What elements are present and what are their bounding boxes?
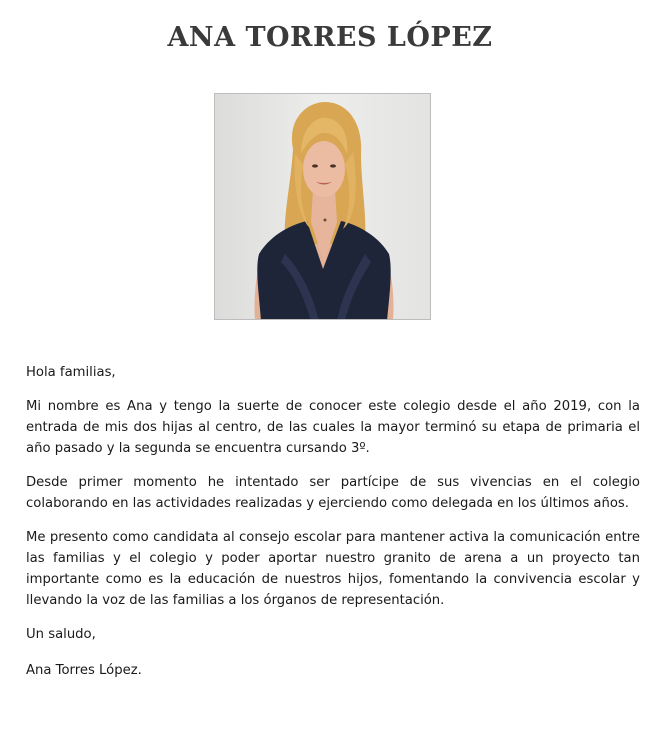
letter-body xyxy=(26,362,640,681)
closing-text: Un saludo, xyxy=(26,627,96,642)
paragraph-candidacy: Me presento como candidata al consejo escolar para mantener activa la comunicación entre las familias y el colegio y poder aportar nuestro granito de arena a un proyecto tan importante como es la educación de nuestros hijos, fomentando la convivencia escolar y llevando la voz de las familias a los órganos de representación. xyxy=(26,530,640,608)
page-title: ANA TORRES LÓPEZ xyxy=(167,22,493,53)
signature-text: Ana Torres López. xyxy=(26,663,142,678)
paragraph-intro: Mi nombre es Ana y tengo la suerte de conocer este colegio desde el año 2019, con la entrada de mis dos hijas al centro, de las cuales la mayor terminó su etapa de primaria el año pasado y la segunda se encuentra cursando 3º. xyxy=(26,399,640,456)
portrait-photo xyxy=(214,93,431,320)
greeting-text: Hola familias, xyxy=(26,365,116,380)
paragraph-participation: Desde primer momento he intentado ser partícipe de sus vivencias en el colegio colaborando en las actividades realizadas y ejerciendo como delegada en los últimos años. xyxy=(26,475,640,511)
